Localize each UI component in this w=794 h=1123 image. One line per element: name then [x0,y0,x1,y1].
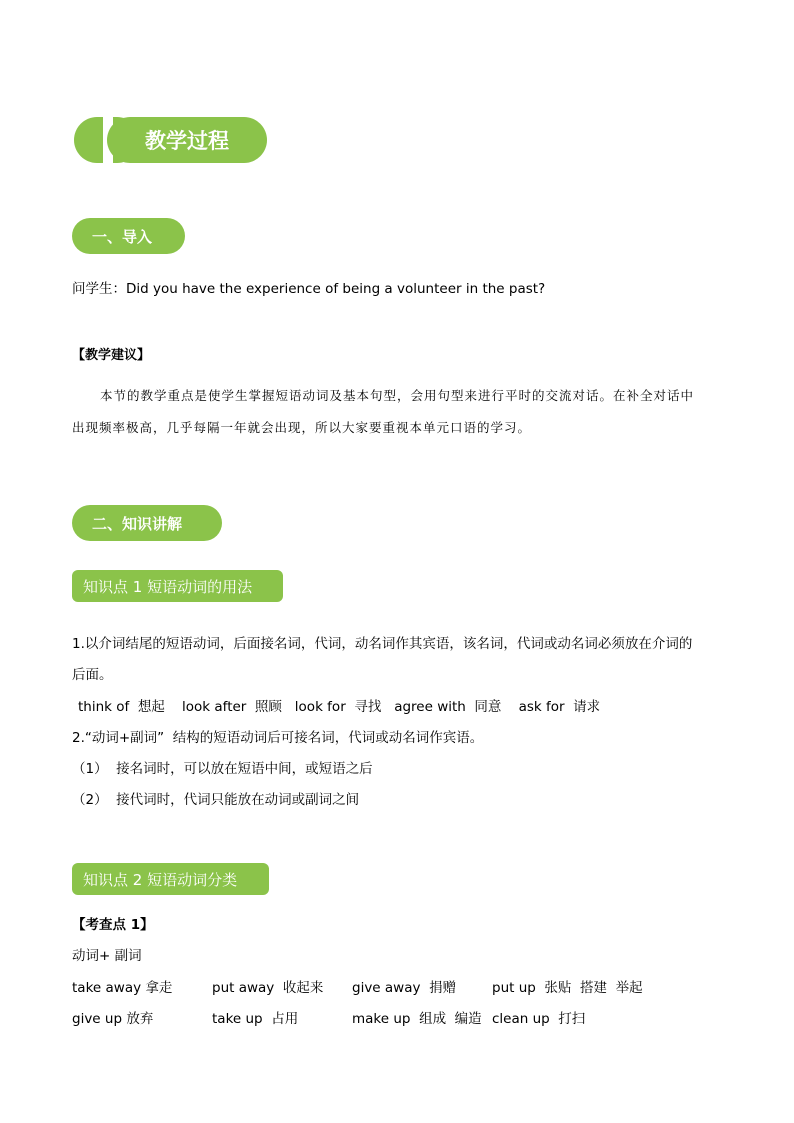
phrase-cell: put away 收起来 [212,980,324,996]
phrase-cell: clean up 打扫 [492,1011,586,1027]
intro-question: 问学生：Did you have the experience of being a volunteer in the past? [72,281,546,297]
exam-point-label: 【考查点 1】 [72,917,154,933]
phrase-cell: give up 放弃 [72,1011,154,1027]
knowledge-point-1-label: 知识点 1 短语动词的用法 [72,570,283,602]
advice-label: 【教学建议】 [72,348,151,363]
verb-adverb-label: 动词+ 副词 [72,948,142,964]
phrase-cell: give away 捐赠 [352,980,457,996]
kp1-line-1: 1.以介词结尾的短语动词，后面接名词，代词，动名词作其宾语，该名词，代词或动名词必须放在介词的 [72,636,693,652]
kp1-examples: think of 想起 look after 照顾 look for 寻找 agree with 同意 ask for 请求 [78,699,601,715]
phrase-cell: put up 张贴 搭建 举起 [492,980,643,996]
phrase-cell: make up 组成 编造 [352,1011,482,1027]
advice-line-2: 出现频率极高，几乎每隔一年就会出现，所以大家要重视本单元口语的学习。 [72,420,532,435]
section-heading-intro: 一、导入 [72,218,185,254]
kp1-line-3: 2.“动词+副词” 结构的短语动词后可接名词，代词或动名词作宾语。 [72,730,484,746]
section-heading-knowledge: 二、知识讲解 [72,505,222,541]
kp1-line-2: 后面。 [72,667,113,683]
phrase-cell: take up 占用 [212,1011,299,1027]
kp1-point-1: （1） 接名词时，可以放在短语中间，或短语之后 [72,761,373,777]
phrase-cell: take away 拿走 [72,980,173,996]
advice-line-1: 本节的教学重点是使学生掌握短语动词及基本句型，会用句型来进行平时的交流对话。在补全对话中 [100,388,695,403]
kp1-point-2: （2） 接代词时，代词只能放在动词或副词之间 [72,792,360,808]
page-title: 教学过程 [107,117,267,163]
knowledge-point-2-label: 知识点 2 短语动词分类 [72,863,269,895]
